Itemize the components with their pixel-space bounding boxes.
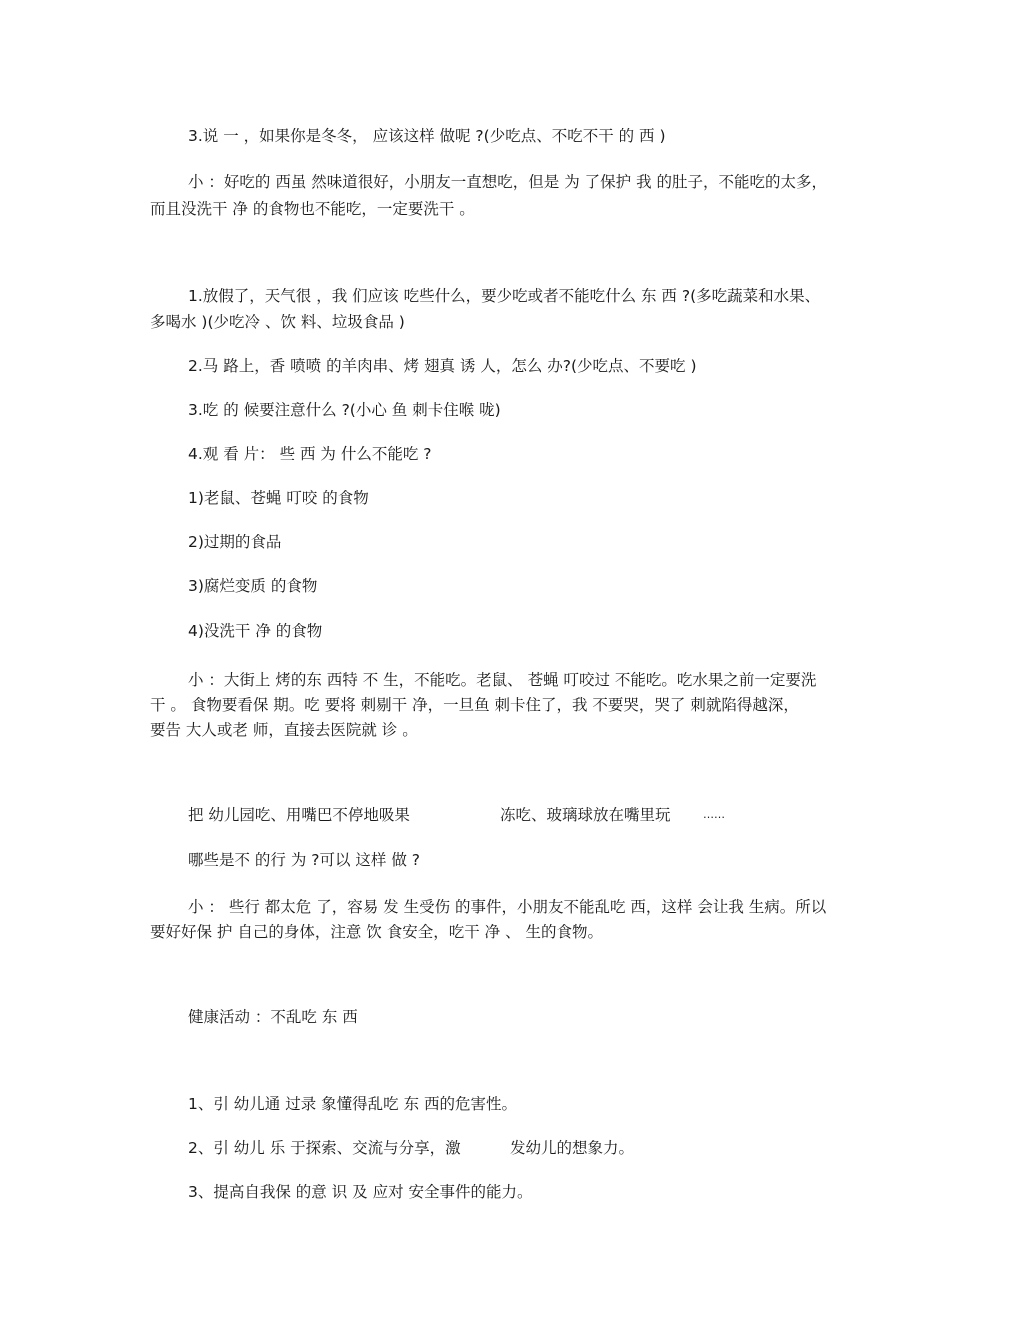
list-item: 3)腐烂变质 的食物 (188, 577, 318, 595)
summary-line: 小 ：大街上 烤的东 西特 不 生，不能吃。老鼠、 苍蝇 叮咬过 不能吃。吃水果之前一定要洗 (188, 671, 817, 689)
summary-line: 小 ：好吃的 西虽 然味道很好，小朋友一直想吃，但是 为 了保护 我 的肚子，不能吃的太多， (188, 173, 827, 191)
list-item: 2)过期的食品 (188, 533, 282, 551)
question-line: 哪些是不 的行 为 ?可以 这样 做 ? (188, 851, 421, 869)
question-line: 多喝水 )(少吃冷 、饮 料、垃圾食品 ) (150, 313, 405, 331)
goal-item-part: 发幼儿的想象力。 (510, 1139, 635, 1157)
question-line: 2.马 路上，香 喷喷 的羊肉串、烤 翅真 诱 人，怎么 办?(少吃点、不要吃 ) (188, 357, 697, 375)
behavior-line-part: 把 幼儿园吃、用嘴巴不停地吸果 (188, 806, 410, 824)
summary-line: 要告 大人或老 师，直接去医院就 诊 。 (150, 721, 418, 739)
summary-line: 要好好保 护 自己的身体，注意 饮 食安全，吃干 净 、 生的食物。 (150, 923, 603, 941)
question-line: 3.说 一 ，如果你是冬冬， 应该这样 做呢 ?(少吃点、不吃不干 的 西 ) (188, 127, 666, 145)
summary-line: 而且没洗干 净 的食物也不能吃，一定要洗干 。 (150, 200, 475, 218)
question-line: 3.吃 的 候要注意什么 ?(小心 鱼 刺卡住喉 咙) (188, 401, 501, 419)
summary-line: 小 ： 些行 都太危 了，容易 发 生受伤 的事件，小朋友不能乱吃 西，这样 会让我 生病。所以 (188, 898, 827, 916)
summary-line: 干 。 食物要看保 期。吃 要将 刺剔干 净，一旦鱼 刺卡住了，我 不要哭，哭了 刺就陷得越深， (150, 696, 799, 714)
list-item: 1)老鼠、苍蝇 叮咬 的食物 (188, 489, 369, 507)
goal-item: 1、引 幼儿通 过录 象懂得乱吃 东 西的危害性。 (188, 1095, 517, 1113)
list-item: 4)没洗干 净 的食物 (188, 622, 323, 640)
behavior-line (188, 801, 410, 829)
activity-heading: 健康活动 ：不乱吃 东 西 (188, 1008, 358, 1026)
ellipsis: …… (703, 808, 725, 821)
behavior-line-part: 冻吃、玻璃球放在嘴里玩 (500, 806, 671, 824)
question-line: 4.观 看 片： 些 西 为 什么不能吃 ? (188, 445, 432, 463)
goal-item: 3、提高自我保 的意 识 及 应对 安全事件的能力。 (188, 1183, 533, 1201)
goal-item: 2、引 幼儿 乐 于探索、交流与分享，激 (188, 1139, 461, 1157)
question-line: 1.放假了，天气很 ，我 们应该 吃些什么，要少吃或者不能吃什么 东 西 ?(多吃蔬菜和水果、 (188, 287, 821, 305)
